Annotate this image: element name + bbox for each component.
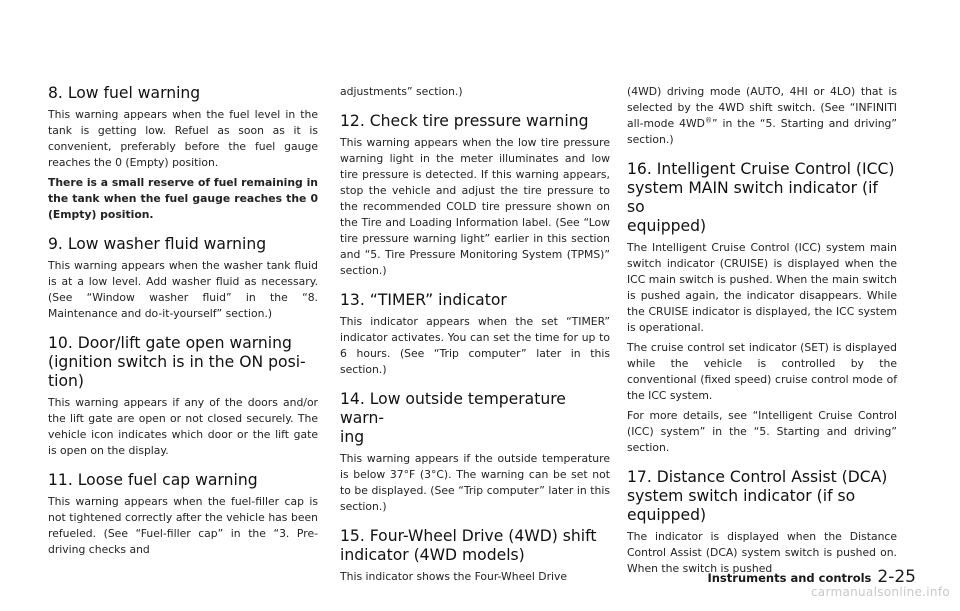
paragraph-4wd-continued: (4WD) driving mode (AUTO, 4HI or 4LO) that is selected by the 4WD shift switch. (See “INFINITI all-mode 4WD®” in the “5. Starting and driving” section.) — [627, 85, 898, 146]
heading-dca-switch-indicator: 17. Distance Control Assist (DCA) system switch indicator (if so equipped) — [627, 468, 888, 524]
paragraph-door-open: This warning appears if any of the doors and/or the lift gate are open or not closed securely. The vehicle icon indicates which door or the lift gate is open on the display. — [48, 396, 318, 457]
footer-section-title: Instruments and controls — [707, 571, 872, 585]
paragraph-icc-more-details: For more details, see “Intelligent Cruise Control (ICC) system” in the “5. Starting and driving” section. — [627, 409, 897, 454]
paragraph-low-outside-temp: This warning appears if the outside temperature is below 37°F (3°C). The warning can be set not to be displayed. (See “Trip computer” later in this section.) — [340, 452, 610, 513]
paragraph-4wd-start: This indicator shows the Four-Wheel Drive — [340, 570, 568, 583]
footer-page-number: 2-25 — [877, 567, 916, 587]
paragraph-icc-main-switch: The Intelligent Cruise Control (ICC) system main switch indicator (CRUISE) is displayed when the ICC main switch is pushed. When the main switch is pushed again, the indicator disappears. While the CRUISE indicator is displayed, the ICC system is operational. — [627, 241, 897, 334]
paragraph-low-fuel: This warning appears when the fuel level in the tank is getting low. Refuel as soon as it is convenient, preferably before the fuel gauge reaches the 0 (Empty) position. — [48, 108, 318, 169]
heading-low-outside-temp-warning: 14. Low outside temperature warn- ing — [340, 390, 566, 446]
heading-door-open-warning: 10. Door/lift gate open warning (ignition switch is in the ON posi- tion) — [48, 334, 306, 390]
paragraph-fuel-reserve-note: There is a small reserve of fuel remaining in the tank when the fuel gauge reaches the 0 (Empty) position. — [48, 176, 318, 221]
heading-4wd-shift-indicator: 15. Four-Wheel Drive (4WD) shift indicator (4WD models) — [340, 527, 597, 564]
heading-low-fuel-warning: 8. Low fuel warning — [48, 84, 201, 102]
paragraph-low-washer-fluid: This warning appears when the washer tank fluid is at a low level. Add washer fluid as necessary. (See “Window washer fluid” in the “8. Maintenance and do-it-yourself” section.) — [48, 259, 318, 320]
heading-timer-indicator: 13. “TIMER” indicator — [340, 291, 507, 309]
column-3 — [627, 84, 897, 581]
paragraph-timer: This indicator appears when the set “TIMER” indicator activates. You can set the time for up to 6 hours. (See “Trip computer” later in this section.) — [340, 315, 610, 376]
column-2 — [340, 84, 610, 589]
page-footer — [676, 567, 916, 587]
paragraph-loose-fuel-cap: This warning appears when the fuel-filler cap is not tightened correctly after the vehicle has been refueled. (See “Fuel-filler cap” in the “3. Pre-driving checks and — [48, 495, 318, 556]
paragraph-check-tire-pressure: This warning appears when the low tire pressure warning light in the meter illuminates and low tire pressure is detected. If this warning appears, stop the vehicle and adjust the tire pressure to the recommended COLD tire pressure shown on the Tire and Loading Information label. (See “Low tire pressure warning light” earlier in this section and “5. Tire Pressure Monitoring System (TPMS)” section.) — [340, 136, 610, 277]
heading-low-washer-fluid-warning: 9. Low washer fluid warning — [48, 235, 267, 253]
heading-loose-fuel-cap-warning: 11. Loose fuel cap warning — [48, 471, 258, 489]
paragraph-continued: adjustments” section.) — [340, 85, 463, 98]
heading-check-tire-pressure-warning: 12. Check tire pressure warning — [340, 112, 589, 130]
column-1 — [48, 84, 318, 562]
watermark: carmanualsonline.info — [810, 585, 950, 599]
heading-icc-main-switch-indicator: 16. Intelligent Cruise Control (ICC) system MAIN switch indicator (if so equipped) — [627, 160, 895, 235]
paragraph-cruise-set-indicator: The cruise control set indicator (SET) is displayed while the vehicle is controlled by the conventional (fixed speed) cruise control mode of the ICC system. — [627, 341, 897, 402]
paragraph-dca-switch: The indicator is displayed when the Distance Control Assist (DCA) system switch is pushed on. When the switch is pushed — [627, 530, 897, 575]
